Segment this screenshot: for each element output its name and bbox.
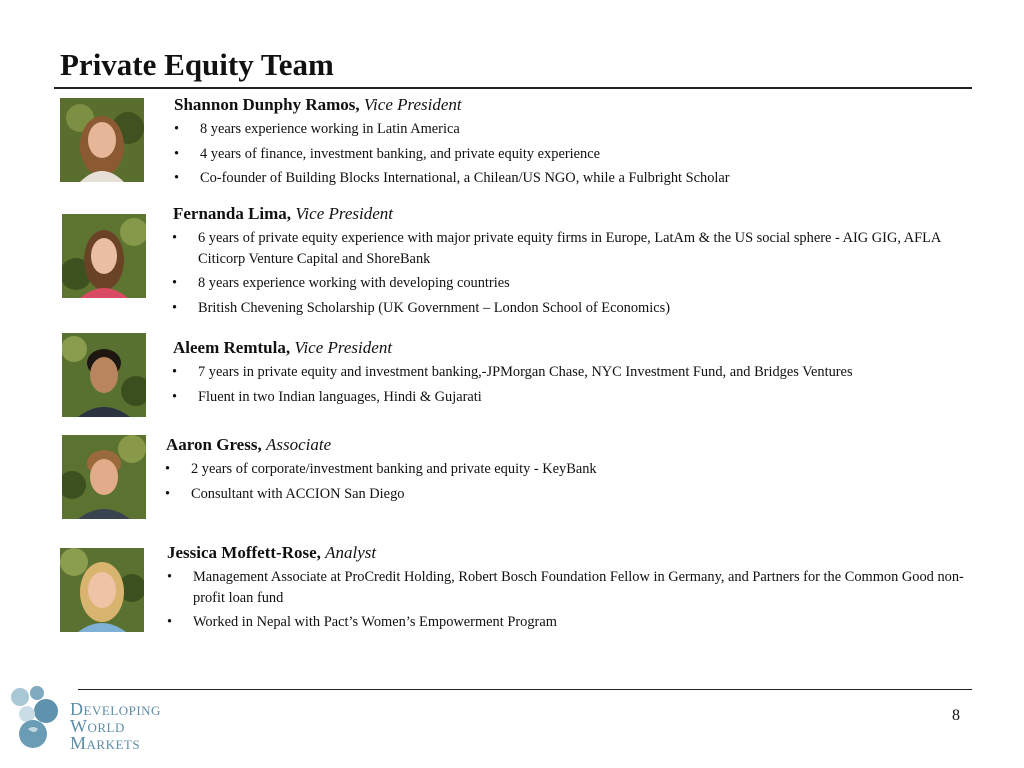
bullet-item: • 7 years in private equity and investment banking,-JPMorgan Chase, NYC Investment Fund, and Bridges Ventures xyxy=(198,362,968,383)
member-name: Fernanda Lima, xyxy=(173,204,292,223)
bullet-item: • Management Associate at ProCredit Holding, Robert Bosch Foundation Fellow in Germany, and Partners for the Common Good non- profit loan fund xyxy=(193,567,971,608)
logo-line-1: Developing xyxy=(70,699,161,719)
title-divider xyxy=(54,87,972,89)
member-name-line xyxy=(173,338,968,358)
slide-title: Private Equity Team xyxy=(60,47,334,82)
photo-aaron-gress xyxy=(62,435,146,519)
member-jessica-moffett-rose xyxy=(167,543,971,637)
page-number: 8 xyxy=(952,707,960,724)
photo-shannon-dunphy-ramos xyxy=(60,98,144,182)
member-fernanda-lima xyxy=(173,204,968,322)
member-shannon-dunphy-ramos xyxy=(174,95,970,193)
member-role: Analyst xyxy=(325,543,377,562)
member-aaron-gress xyxy=(166,435,971,508)
member-role: Associate xyxy=(265,435,332,454)
member-name-line xyxy=(174,95,970,115)
bullet-item: • 2 years of corporate/investment banking and private equity - KeyBank xyxy=(191,459,971,480)
member-role: Vice President xyxy=(294,338,393,357)
photo-fernanda-lima xyxy=(62,214,146,298)
member-aleem-remtula xyxy=(173,338,968,411)
bullet-item: • Worked in Nepal with Pact’s Women’s Empowerment Program xyxy=(193,612,971,633)
member-role: Vice President xyxy=(295,204,394,223)
member-name: Jessica Moffett-Rose, xyxy=(167,543,321,562)
bullet-item: • 8 years experience working with developing countries xyxy=(198,273,968,294)
photo-aleem-remtula xyxy=(62,333,146,417)
member-name-line xyxy=(166,435,971,455)
member-name: Aaron Gress, xyxy=(166,435,262,454)
photo-jessica-moffett-rose xyxy=(60,548,144,632)
bullet-item: • Co-founder of Building Blocks International, a Chilean/US NGO, while a Fulbright Scholar xyxy=(200,168,970,189)
bullet-item: • British Chevening Scholarship (UK Government – London School of Economics) xyxy=(198,298,968,319)
member-name-line xyxy=(167,543,971,563)
footer-divider xyxy=(78,689,972,690)
member-name: Shannon Dunphy Ramos, xyxy=(174,95,360,114)
bullet-item: • Fluent in two Indian languages, Hindi & Gujarati xyxy=(198,387,968,408)
logo-line-3: Markets xyxy=(70,733,141,753)
member-role: Vice President xyxy=(363,95,462,114)
bullet-item: • 8 years experience working in Latin America xyxy=(200,119,970,140)
bullet-item: • Consultant with ACCION San Diego xyxy=(191,484,971,505)
member-name-line xyxy=(173,204,968,224)
bullet-item: • 6 years of private equity experience with major private equity firms in Europe, LatAm & the US social sphere - AIG GIG, AFLA Citicorp Venture Capital and ShoreBank xyxy=(198,228,968,269)
member-name: Aleem Remtula, xyxy=(173,338,291,357)
logo-line-2: World xyxy=(70,716,125,736)
bullet-item: • 4 years of finance, investment banking, and private equity experience xyxy=(200,144,970,165)
logo-wordmark xyxy=(70,701,161,752)
